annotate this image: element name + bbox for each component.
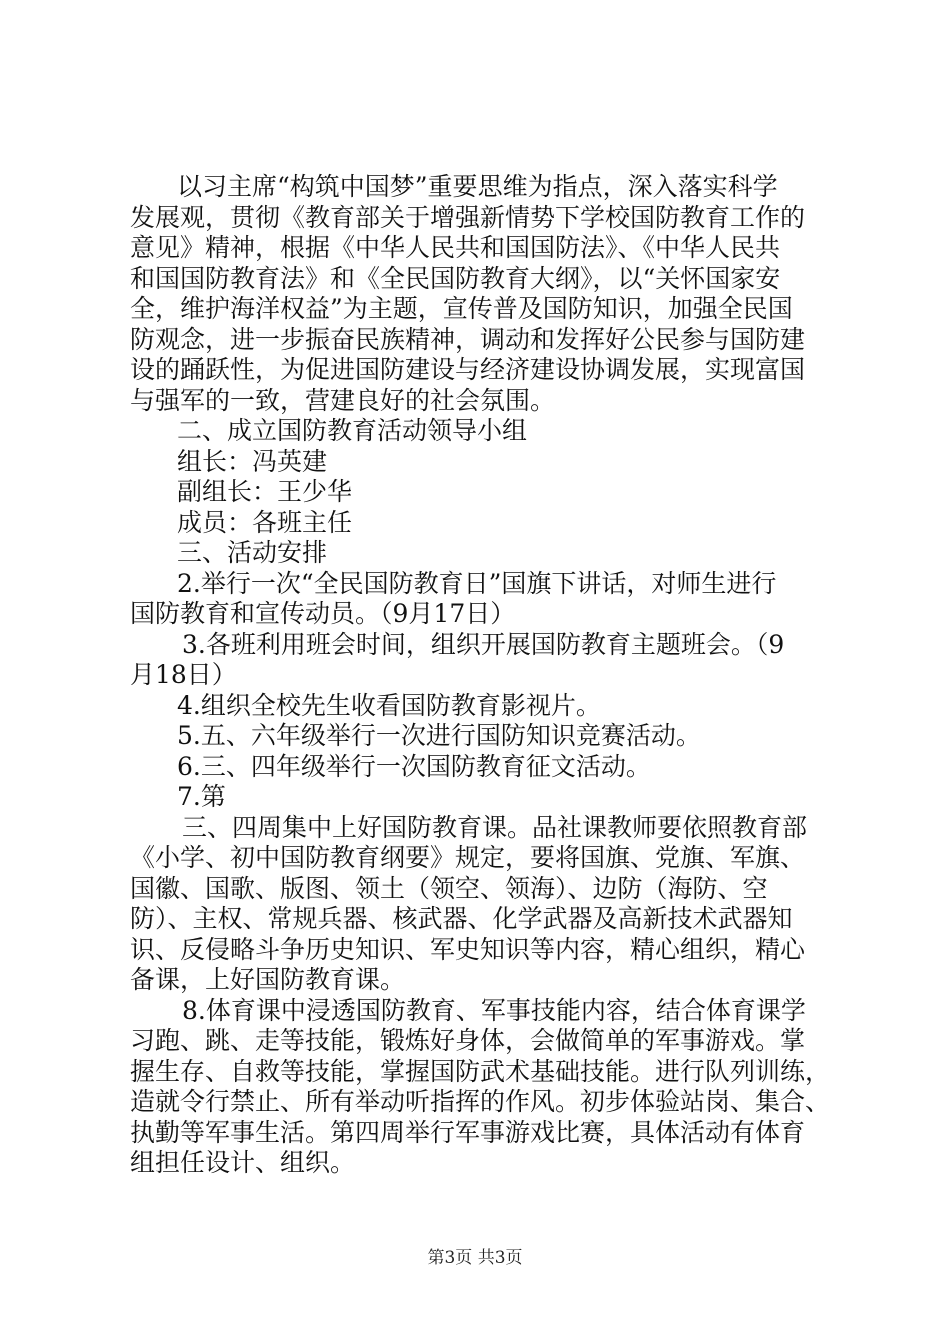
schedule-item-4: 4.组织全校先生收看国防教育影视片。	[177, 690, 601, 720]
text-line: 《小学、初中国防教育纲要》规定，要将国旗、党旗、军旗、	[130, 843, 806, 872]
text-line: 三、四周集中上好国防教育课。品社课教师要依照教育部	[182, 812, 808, 842]
schedule-item-2	[130, 569, 835, 630]
schedule-item-5: 5.五、六年级举行一次进行国防知识竞赛活动。	[177, 721, 701, 750]
text-line: 握生存、自救等技能，掌握国防武术基础技能。进行队列训练，	[130, 1056, 831, 1086]
text-line: 防）、主权、常规兵器、核武器、化学武器及高新技术武器知	[130, 904, 793, 933]
schedule-item-7-detail	[130, 813, 835, 996]
text-line: 2.举行一次“全民国防教育日”国旗下讲话，对师生进行	[177, 568, 777, 598]
leader-line: 组长：冯英建	[177, 446, 328, 476]
text-line: 月18日）	[130, 660, 237, 689]
schedule-item-3	[130, 630, 835, 691]
text-line: 发展观，贯彻《教育部关于增强新情势下学校国防教育工作的	[130, 202, 806, 232]
text-line: 8.体育课中浸透国防教育、军事技能内容，结合体育课学	[182, 995, 806, 1025]
text-line: 以习主席“构筑中国梦”重要思维为指点，深入落实科学	[177, 172, 778, 201]
text-line: 3.各班利用班会时间，组织开展国防教育主题班会。（9	[182, 629, 785, 659]
text-line: 与强军的一致，营建良好的社会氛围。	[130, 385, 556, 415]
page-number-footer: 第3页 共3页	[427, 1248, 523, 1268]
text-line: 全，维护海洋权益”为主题，宣传普及国防知识，加强全民国	[130, 294, 793, 323]
text-line: 识、反侵略斗争历史知识、军史知识等内容，精心组织，精心	[130, 934, 806, 964]
section-heading-leadership: 二、成立国防教育活动领导小组	[177, 416, 528, 445]
section-heading-schedule: 三、活动安排	[177, 538, 328, 567]
text-line: 设的踊跃性，为促进国防建设与经济建设协调发展，实现富国	[130, 355, 806, 384]
text-line: 和国国防教育法》和《全民国防教育大纲》，以“关怀国家安	[130, 263, 781, 293]
text-line: 国徽、国歌、版图、领土（领空、领海）、边防（海防、空	[130, 873, 768, 903]
text-line: 国防教育和宣传动员。（9月17日）	[130, 599, 516, 628]
schedule-item-7: 7.第	[177, 782, 226, 811]
schedule-item-8	[130, 996, 835, 1179]
text-line: 执勤等军事生活。第四周举行军事游戏比赛，具体活动有体育	[130, 1117, 806, 1147]
text-line: 组担任设计、组织。	[130, 1148, 356, 1177]
schedule-item-6: 6.三、四年级举行一次国防教育征文活动。	[177, 751, 651, 781]
document-body	[130, 172, 835, 1179]
text-line: 习跑、跳、走等技能，锻炼好身体，会做简单的军事游戏。掌	[130, 1026, 806, 1055]
text-line: 意见》精神，根据《中华人民共和国国防法》、《中华人民共	[130, 233, 781, 262]
text-line: 备课，上好国防教育课。	[130, 965, 406, 994]
intro-paragraph	[130, 172, 835, 416]
vice-leader-line: 副组长：王少华	[177, 477, 353, 506]
text-line: 防观念，进一步振奋民族精神，调动和发挥好公民参与国防建	[130, 324, 806, 354]
text-line: 造就令行禁止、所有举动听指挥的作风。初步体验站岗、集合、	[130, 1087, 831, 1116]
members-line: 成员：各班主任	[177, 507, 353, 537]
